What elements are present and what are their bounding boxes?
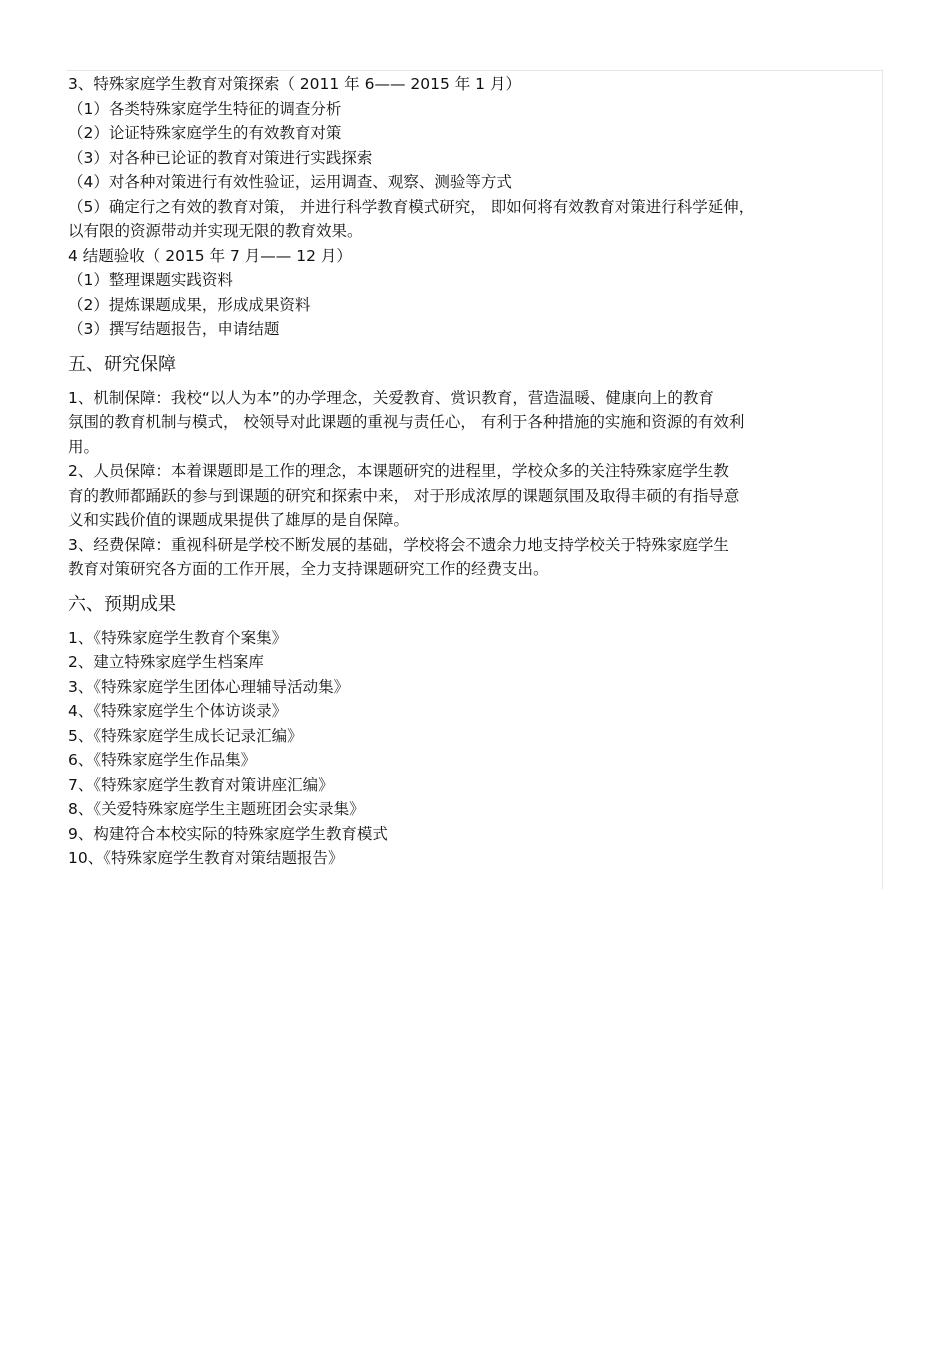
section5-p2-line2: 育的教师都踊跃的参与到课题的研究和探索中来， 对于形成浓厚的课题氛围及取得丰硕的有指导意	[68, 486, 740, 505]
section6-item-10: 10、《特殊家庭学生教育对策结题报告》	[68, 849, 344, 867]
phase4-item-2: （2）提炼课题成果，形成成果资料	[68, 295, 311, 314]
phase4-title: 4 结题验收（ 2015 年 7 月—— 12 月）	[68, 246, 352, 265]
section5-p1-line3: 用。	[68, 437, 100, 456]
section6-heading: 六、预期成果	[68, 593, 176, 615]
phase3-item-1: （1）各类特殊家庭学生特征的调查分析	[68, 99, 342, 118]
section5-p1-line2: 氛围的教育机制与模式， 校领导对此课题的重视与责任心， 有利于各种措施的实施和资源的有效利	[68, 413, 745, 431]
section6-item-4: 4、《特殊家庭学生个体访谈录》	[68, 702, 288, 720]
section6-item-2: 2、建立特殊家庭学生档案库	[68, 653, 264, 671]
section6-item-1: 1、《特殊家庭学生教育个案集》	[68, 628, 288, 647]
phase3-item-5-line1: （5）确定行之有效的教育对策， 并进行科学教育模式研究， 即如何将有效教育对策进行科学延伸，	[68, 197, 755, 216]
section5-p2-line3: 义和实践价值的课题成果提供了雄厚的是自保障。	[68, 511, 410, 529]
section5-heading: 五、研究保障	[68, 353, 176, 375]
phase3-title: 3、特殊家庭学生教育对策探索（ 2011 年 6—— 2015 年 1 月）	[68, 75, 521, 93]
document-body	[68, 72, 868, 871]
phase3-item-2: （2）论证特殊家庭学生的有效教育对策	[68, 124, 342, 142]
phase3-item-3: （3）对各种已论证的教育对策进行实践探索	[68, 148, 373, 167]
section6-item-6: 6、《特殊家庭学生作品集》	[68, 751, 257, 769]
phase3-item-4: （4）对各种对策进行有效性验证，运用调查、观察、测验等方式	[68, 173, 512, 191]
section5-p2-line1: 2、人员保障：本着课题即是工作的理念，本课题研究的进程里，学校众多的关注特殊家庭学生教	[68, 462, 729, 480]
phase4-item-3: （3）撰写结题报告，申请结题	[68, 320, 280, 338]
section6-item-7: 7、《特殊家庭学生教育对策讲座汇编》	[68, 775, 334, 794]
section5-p3-line2: 教育对策研究各方面的工作开展，全力支持课题研究工作的经费支出。	[68, 560, 549, 578]
section6-item-3: 3、《特殊家庭学生团体心理辅导活动集》	[68, 677, 350, 696]
phase4-item-1: （1）整理课题实践资料	[68, 271, 233, 289]
section6-item-9: 9、构建符合本校实际的特殊家庭学生教育模式	[68, 824, 388, 843]
phase3-item-5-line2: 以有限的资源带动并实现无限的教育效果。	[68, 222, 363, 240]
section5-p3-line1: 3、经费保障：重视科研是学校不断发展的基础，学校将会不遗余力地支持学校关于特殊家庭学生	[68, 535, 729, 554]
section5-p1-line1: 1、机制保障：我校“以人为本”的办学理念，关爱教育、赏识教育，营造温暖、健康向上的教育	[68, 388, 714, 407]
section6-item-8: 8、《关爱特殊家庭学生主题班团会实录集》	[68, 800, 365, 818]
section6-item-5: 5、《特殊家庭学生成长记录汇编》	[68, 726, 303, 745]
